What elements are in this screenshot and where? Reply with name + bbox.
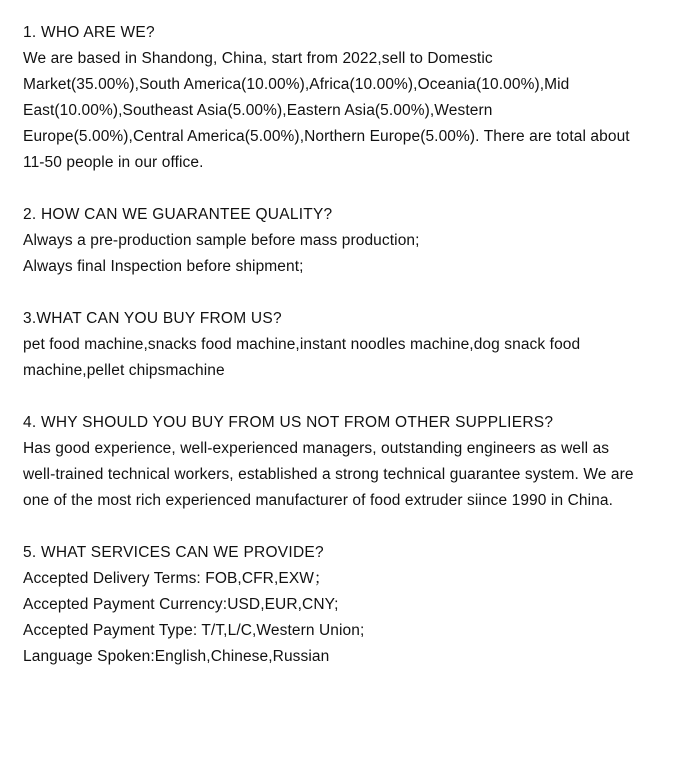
faq-answer-line: well-trained technical workers, established a strong technical guarantee system. We are (23, 466, 634, 483)
faq-question: 1. WHO ARE WE? (23, 24, 155, 41)
faq-answer-line: pet food machine,snacks food machine,instant noodles machine,dog snack food (23, 336, 581, 353)
faq-section-quality (23, 202, 662, 280)
faq-question: 3.WHAT CAN YOU BUY FROM US? (23, 310, 282, 327)
faq-section-services (23, 540, 662, 670)
faq-answer-line: Language Spoken:English,Chinese,Russian (23, 648, 330, 665)
faq-answer-line: Accepted Payment Currency:USD,EUR,CNY; (23, 596, 339, 613)
faq-question: 5. WHAT SERVICES CAN WE PROVIDE? (23, 544, 324, 561)
faq-answer-line: Accepted Delivery Terms: FOB,CFR,EXW； (23, 570, 330, 587)
faq-section-why-us (23, 410, 662, 514)
faq-answer-line: Market(35.00%),South America(10.00%),Africa(10.00%),Oceania(10.00%),Mid (23, 76, 570, 93)
faq-answer-line: East(10.00%),Southeast Asia(5.00%),Eastern Asia(5.00%),Western (23, 102, 493, 119)
faq-answer-line: machine,pellet chipsmachine (23, 362, 225, 379)
faq-answer-line: Always a pre-production sample before mass production; (23, 232, 420, 249)
faq-answer-line: Always final Inspection before shipment; (23, 258, 304, 275)
faq-answer-line: 11-50 people in our office. (23, 154, 204, 171)
faq-question: 2. HOW CAN WE GUARANTEE QUALITY? (23, 206, 333, 223)
faq-section-products (23, 306, 662, 384)
faq-answer-line: Has good experience, well-experienced managers, outstanding engineers as well as (23, 440, 610, 457)
faq-answer-line: Accepted Payment Type: T/T,L/C,Western Union; (23, 622, 365, 639)
faq-question: 4. WHY SHOULD YOU BUY FROM US NOT FROM OTHER SUPPLIERS? (23, 414, 554, 431)
faq-answer-line: one of the most rich experienced manufacturer of food extruder siince 1990 in China. (23, 492, 613, 509)
faq-answer-line: Europe(5.00%),Central America(5.00%),Northern Europe(5.00%). There are total about (23, 128, 630, 145)
faq-section-who-are-we (23, 20, 662, 176)
faq-answer-line: We are based in Shandong, China, start from 2022,sell to Domestic (23, 50, 493, 67)
